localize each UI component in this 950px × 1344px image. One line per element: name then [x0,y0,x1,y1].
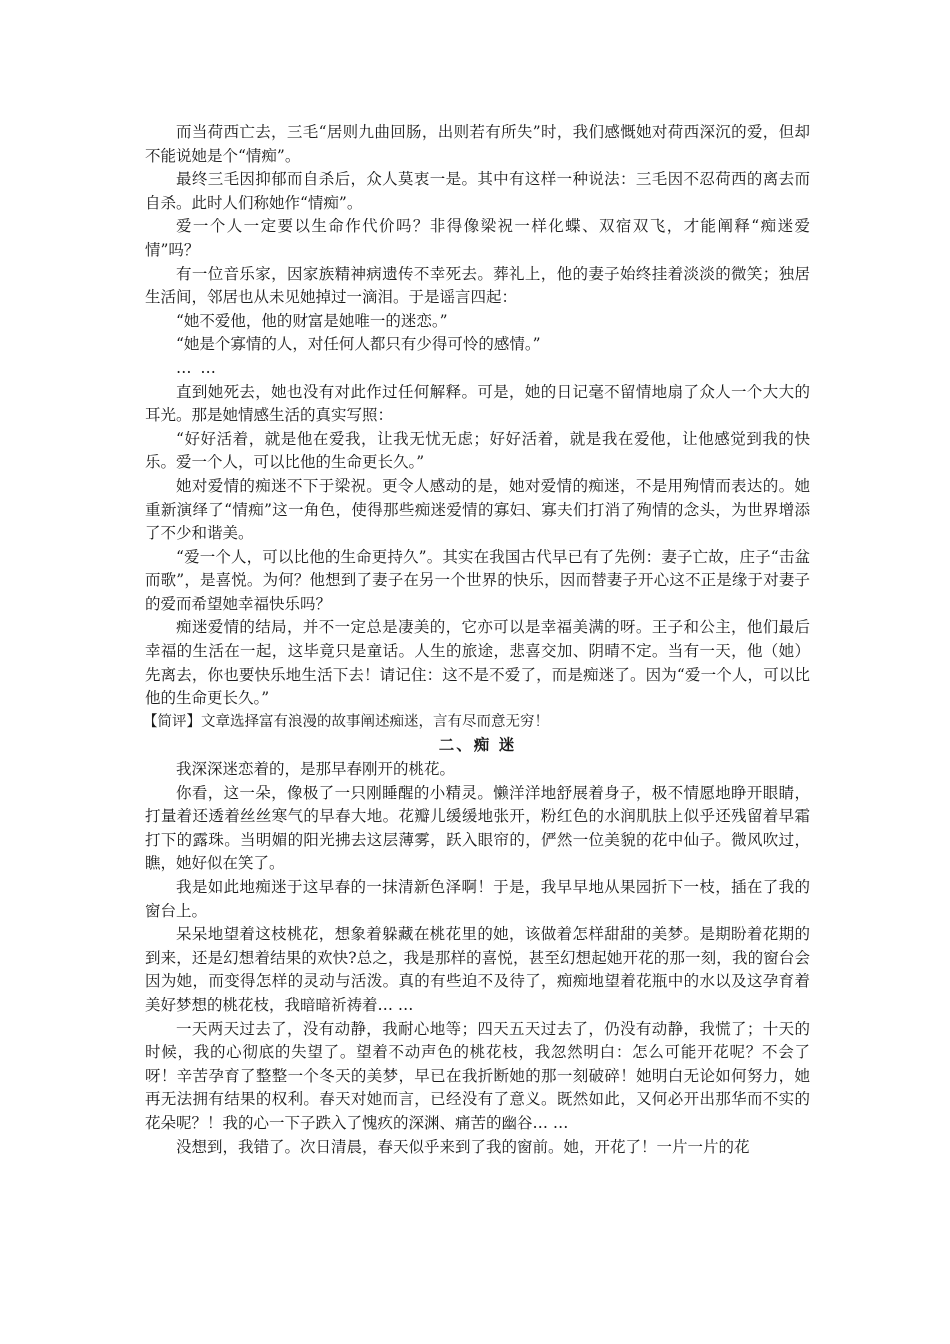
paragraph: 我深深迷恋着的，是那早春刚开的桃花。 [176,760,456,779]
paragraph: 痴迷爱情的结局，并不一定总是凄美的，它亦可以是幸福美满的呀。王子和公主，他们最后幸福的生活在一起，这毕竟只是童话。人生的旅途，悲喜交加、阴晴不定。当有一天，他（她）先离去，你也要快乐地生活下去！请记住：这不是不爱了，而是痴迷了。因为“爱一个人，可以比他的生命更长久。” [145,618,810,708]
section-title: 二、痴 迷 [438,736,517,755]
paragraph: “爱一个人，可以比他的生命更持久”。其实在我国古代早已有了先例：妻子亡故，庄子“击盆而歌”，是喜悦。为何？他想到了妻子在另一个世界的快乐，因而替妻子开心这不正是缘于对妻子的爱而希望她幸福快乐吗？ [145,547,810,613]
paragraph: 她对爱情的痴迷不下于梁祝。更令人感动的是，她对爱情的痴迷，不是用殉情而表达的。她重新演绎了“情痴”这一角色，使得那些痴迷爱情的寡妇、寡夫们打消了殉情的念头，为世界增添了不少和谐美。 [145,476,810,543]
paragraph: 最终三毛因抑郁而自杀后，众人莫衷一是。其中有这样一种说法：三毛因不忍荷西的离去而自杀。此时人们称她作“情痴”。 [145,170,810,212]
ellipsis: … … [176,358,218,377]
document-page [145,121,810,1159]
paragraph: “好好活着，就是他在爱我，让我无忧无虑；好好活着，就是我在爱他，让他感觉到我的快乐。爱一个人，可以比他的生命更长久。” [145,429,810,472]
paragraph: 我是如此地痴迷于这早春的一抹清新色泽啊！于是，我早早地从果园折下一枝，插在了我的窗台上。 [145,878,810,920]
paragraph: 呆呆地望着这枝桃花，想象着躲藏在桃花里的她，该做着怎样甜甜的美梦。是期盼着花期的到来，还是幻想着结果的欢快?总之，我是那样的喜悦，甚至幻想起她开花的那一刻，我的窗台会因为她，而变得怎样的灵动与活泼。真的有些迫不及待了，痴痴地望着花瓶中的水以及这孕育着美好梦想的桃花枝，我暗暗祈祷着… … [145,925,810,1014]
paragraph: 爱一个人一定要以生命作代价吗？非得像梁祝一样化蝶、双宿双飞，才能阐释“痴迷爱情”吗？ [145,217,810,259]
paragraph: 而当荷西亡去，三毛“居则九曲回肠，出则若有所失”时，我们感慨她对荷西深沉的爱，但却不能说她是个“情痴”。 [145,123,810,165]
paragraph: 你看，这一朵，像极了一只刚睡醒的小精灵。懒洋洋地舒展着身子，极不情愿地睁开眼睛，打量着还透着丝丝寒气的早春大地。花瓣儿缓缓地张开，粉红色的水润肌肤上似乎还残留着早霜打下的露珠。当明媚的阳光拂去这层薄雾，跃入眼帘的，俨然一位美貌的花中仙子。微风吹过，瞧，她好似在笑了。 [145,783,810,873]
brief-comment: 【简评】文章选择富有浪漫的故事阐述痴迷，言有尽而意无穷！ [143,713,549,730]
paragraph: 有一位音乐家，因家族精神病遗传不幸死去。葬礼上，他的妻子始终挂着淡淡的微笑；独居生活间，邻居也从未见她掉过一滴泪。于是谣言四起： [145,264,810,307]
quote: “她是个寡情的人，对任何人都只有少得可怜的感情。” [176,335,541,354]
paragraph: 没想到，我错了。次日清晨，春天似乎来到了我的窗前。她，开花了！一片一片的花 [176,1137,750,1156]
paragraph: 一天两天过去了，没有动静，我耐心地等；四天五天过去了，仍没有动静，我慌了；十天的时候，我的心彻底的失望了。望着不动声色的桃花枝，我忽然明白：怎么可能开花呢？不会了呀！辛苦孕育了整整一个冬天的美梦，早已在我折断她的那一刻破碎！她明白无论如何努力，她再无法拥有结果的权利。春天对她而言，已经没有了意义。既然如此，又何必开出那华而不实的花朵呢？！我的心一下子跌入了愧疚的深渊、痛苦的幽谷… … [145,1019,810,1132]
paragraph: 直到她死去，她也没有对此作过任何解释。可是，她的日记毫不留情地扇了众人一个大大的耳光。那是她情感生活的真实写照： [145,382,810,425]
quote: “她不爱他，他的财富是她唯一的迷恋。” [176,311,448,330]
